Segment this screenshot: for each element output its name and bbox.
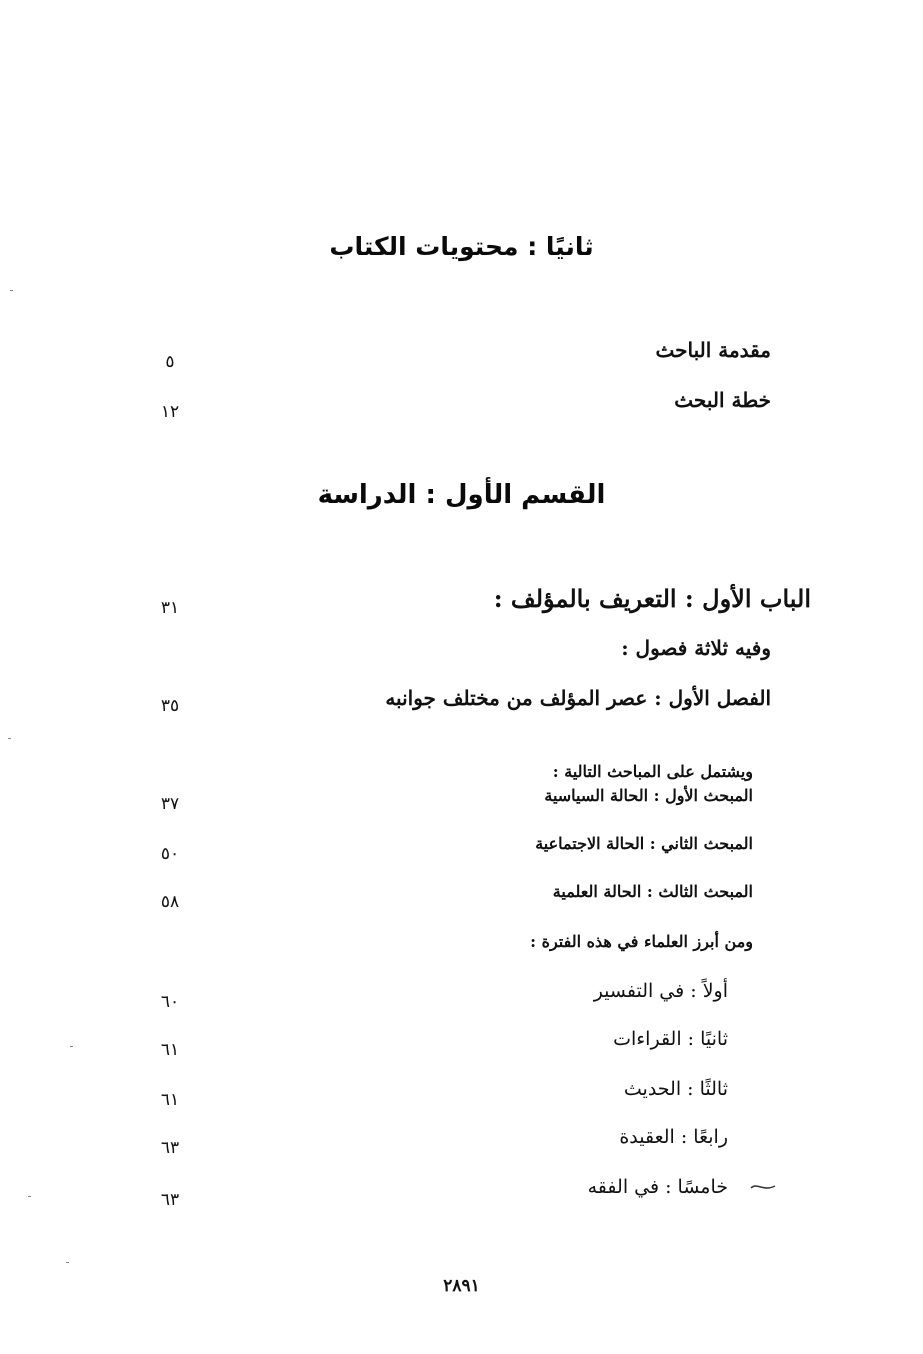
entry-title: الفصل الأول : عصر المؤلف من مختلف جوانبه bbox=[385, 686, 771, 710]
entry-page-number: ٦١ bbox=[160, 1090, 180, 1110]
entry-title: المبحث الأول : الحالة السياسية bbox=[544, 786, 753, 805]
entry-title: وفيه ثلاثة فصول : bbox=[621, 636, 771, 660]
toc-entry bbox=[0, 1176, 923, 1216]
entry-title: خامسًا : في الفقه bbox=[587, 1176, 728, 1198]
entry-title: ويشتمل على المباحث التالية : bbox=[552, 762, 753, 781]
entry-page-number: ١٢ bbox=[160, 402, 180, 422]
entry-page-number: ٥ bbox=[165, 352, 175, 372]
toc-entry bbox=[0, 882, 923, 922]
entry-title: ثالثًا : الحديث bbox=[623, 1078, 728, 1100]
scan-speck bbox=[66, 1262, 69, 1263]
toc-entry bbox=[0, 786, 923, 826]
entry-title: خطة البحث bbox=[674, 388, 771, 412]
entry-page-number: ٣٥ bbox=[160, 696, 180, 716]
entry-title: المبحث الثالث : الحالة العلمية bbox=[552, 882, 753, 901]
entry-page-number: ٦٣ bbox=[160, 1190, 180, 1210]
toc-entry bbox=[0, 1078, 923, 1118]
toc-entry bbox=[0, 686, 923, 726]
toc-entry bbox=[0, 388, 923, 428]
section-heading: القسم الأول : الدراسة bbox=[317, 480, 606, 510]
toc-entry bbox=[0, 1126, 923, 1166]
toc-entry bbox=[0, 980, 923, 1020]
entry-title: أولاً : في التفسير bbox=[593, 980, 728, 1002]
toc-entry bbox=[0, 338, 923, 378]
page-folio: ٢٨٩١ bbox=[443, 1276, 480, 1296]
entry-title: ومن أبرز العلماء في هذه الفترة : bbox=[530, 932, 753, 951]
scan-speck bbox=[28, 1196, 31, 1197]
toc-entry bbox=[0, 932, 923, 972]
toc-entry bbox=[0, 636, 923, 676]
entry-title: ثانيًا : القراءات bbox=[613, 1028, 728, 1050]
handwritten-mark bbox=[749, 1178, 777, 1203]
entry-page-number: ٦٠ bbox=[160, 992, 180, 1012]
entry-title: المبحث الثاني : الحالة الاجتماعية bbox=[535, 834, 753, 853]
entry-page-number: ٥٨ bbox=[160, 892, 180, 912]
entry-title: مقدمة الباحث bbox=[655, 338, 771, 362]
scan-speck bbox=[70, 1046, 73, 1047]
entry-page-number: ٣١ bbox=[160, 598, 180, 618]
scan-speck bbox=[8, 738, 11, 739]
entry-page-number: ٣٧ bbox=[160, 794, 180, 814]
entry-page-number: ٦٣ bbox=[160, 1138, 180, 1158]
scan-speck bbox=[10, 290, 13, 291]
entry-title: الباب الأول : التعريف بالمؤلف : bbox=[493, 584, 811, 613]
entry-page-number: ٥٠ bbox=[160, 844, 180, 864]
toc-entry bbox=[0, 834, 923, 874]
toc-entry bbox=[0, 584, 923, 624]
entry-title: رابعًا : العقيدة bbox=[619, 1126, 728, 1148]
entry-page-number: ٦١ bbox=[160, 1040, 180, 1060]
toc-heading: ثانيًا : محتويات الكتاب bbox=[329, 232, 594, 261]
toc-entry bbox=[0, 1028, 923, 1068]
